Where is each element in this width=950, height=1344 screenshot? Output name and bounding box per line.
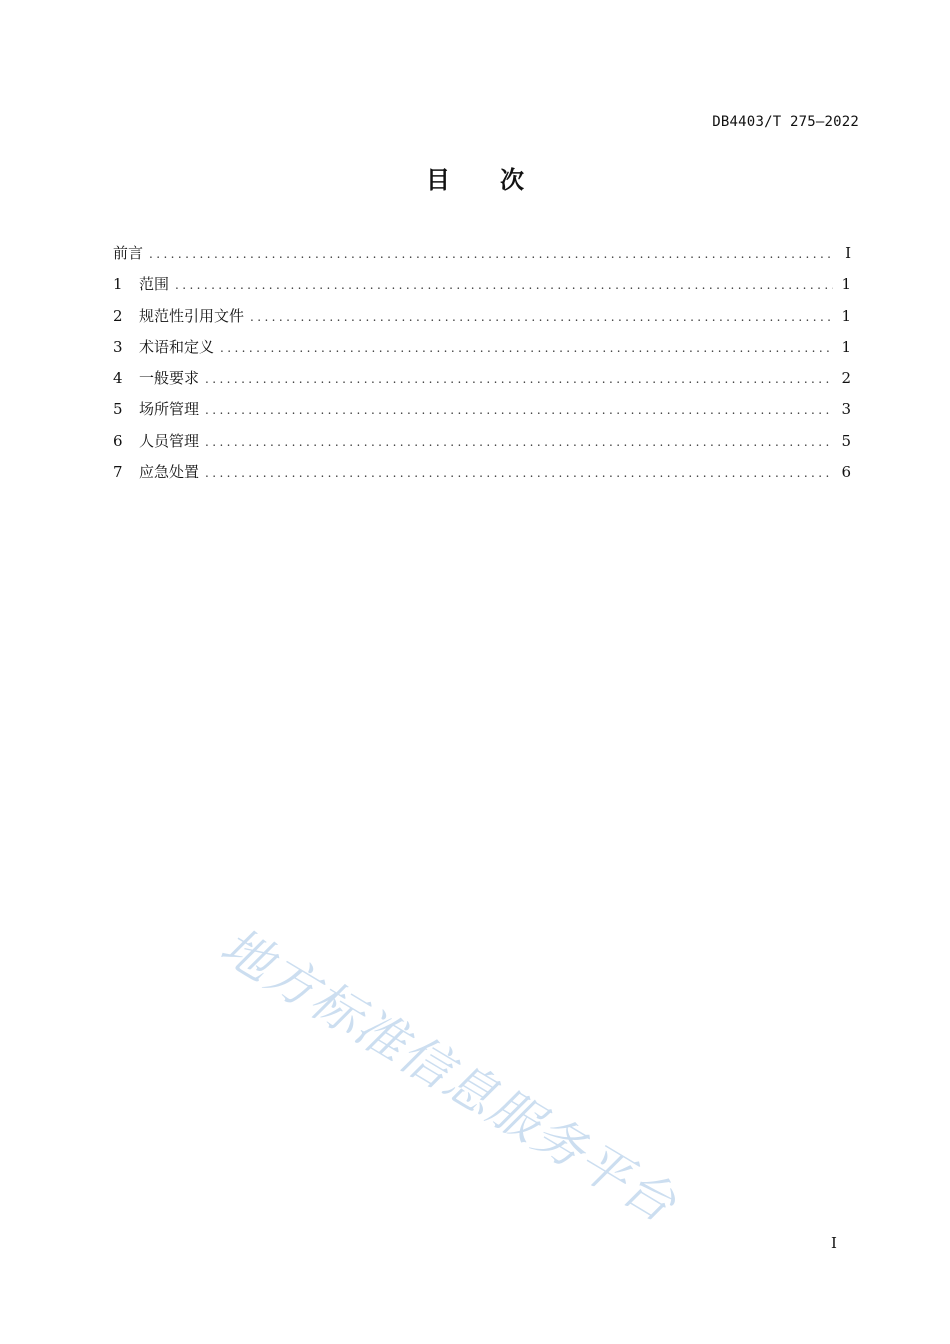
toc-entry-page: 5 xyxy=(841,431,851,450)
toc-entry-page: 3 xyxy=(841,400,851,419)
document-code: DB4403/T 275—2022 xyxy=(712,114,859,130)
table-of-contents xyxy=(113,238,851,488)
toc-entry-text: 规范性引用文件 xyxy=(139,306,245,325)
toc-title xyxy=(0,160,950,195)
toc-entry-text: 场所管理 xyxy=(139,400,200,419)
toc-leader-dots xyxy=(205,395,833,426)
page-number: I xyxy=(831,1234,837,1252)
toc-entry-number: 4 xyxy=(113,369,123,388)
toc-entry-foreword[interactable] xyxy=(113,238,851,269)
toc-title-part1: 目 xyxy=(426,166,450,194)
toc-entry-text: 范围 xyxy=(139,275,170,294)
toc-entry-text: 应急处置 xyxy=(139,463,200,482)
toc-entry-personnel-management[interactable] xyxy=(113,426,851,457)
toc-leader-dots xyxy=(205,427,833,458)
toc-leader-dots xyxy=(250,302,833,333)
toc-leader-dots xyxy=(220,333,833,364)
watermark: 地方标准信息服务平台 xyxy=(211,916,687,1235)
toc-entry-page: 2 xyxy=(841,369,851,388)
toc-entry-site-management[interactable] xyxy=(113,394,851,425)
toc-entry-number: 6 xyxy=(113,431,123,450)
toc-leader-dots xyxy=(175,270,833,301)
toc-entry-number: 3 xyxy=(113,337,123,356)
toc-entry-page: I xyxy=(845,244,851,262)
toc-leader-dots xyxy=(149,239,833,270)
toc-entry-text: 一般要求 xyxy=(139,369,200,388)
toc-entry-number: 1 xyxy=(113,275,123,294)
toc-entry-number: 2 xyxy=(113,306,123,325)
toc-entry-text: 人员管理 xyxy=(139,431,200,450)
toc-entry-page: 1 xyxy=(841,275,851,294)
toc-entry-general-requirements[interactable] xyxy=(113,363,851,394)
toc-entry-page: 6 xyxy=(841,463,851,482)
toc-entry-page: 1 xyxy=(841,306,851,325)
toc-leader-dots xyxy=(205,364,833,395)
toc-entry-number: 5 xyxy=(113,400,123,419)
toc-entry-number: 7 xyxy=(113,463,123,482)
toc-leader-dots xyxy=(205,458,833,489)
toc-entry-terms-definitions[interactable] xyxy=(113,332,851,363)
toc-entry-normative-references[interactable] xyxy=(113,301,851,332)
toc-entry-text: 前言 xyxy=(113,244,144,262)
toc-entry-scope[interactable] xyxy=(113,269,851,300)
toc-entry-emergency-response[interactable] xyxy=(113,457,851,488)
toc-entry-page: 1 xyxy=(841,337,851,356)
toc-title-part2: 次 xyxy=(500,166,524,194)
toc-entry-text: 术语和定义 xyxy=(139,337,215,356)
